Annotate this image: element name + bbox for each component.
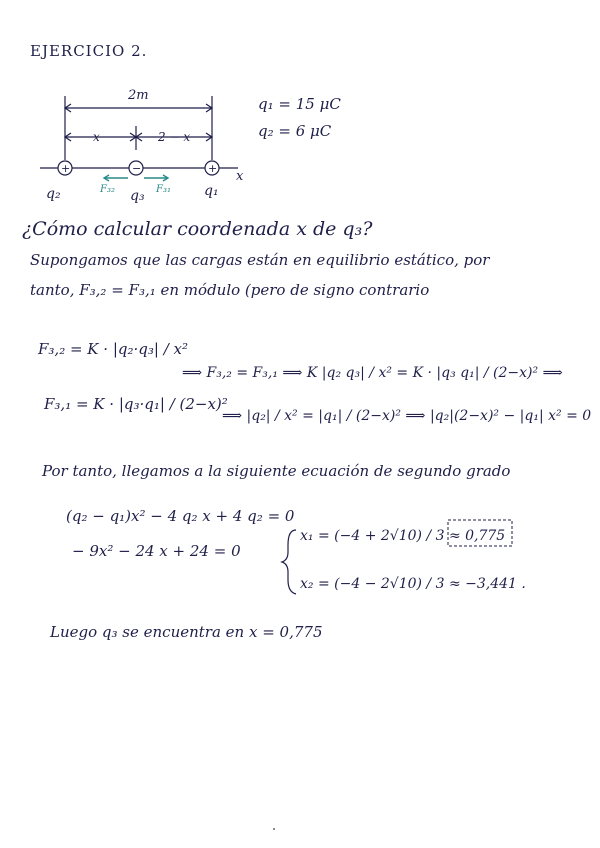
sign-minus: −: [132, 162, 142, 175]
label-q3: q₃: [130, 188, 145, 204]
equation-f32: F₃,₂ = K · |q₂·q₃| / x²: [38, 340, 188, 358]
label-q1: q₁: [204, 183, 219, 199]
solution-x1: x₁ = (−4 + 2√10) / 3 ≈ 0,775: [300, 528, 506, 544]
equation-quadratic-numeric: − 9x² − 24 x + 24 = 0: [72, 542, 241, 560]
equation-implication-1: ⟹ F₃,₂ = F₃,₁ ⟹ K |q₂ q₃| / x² = K · |q₃ q₁| / (2−x)² ⟹: [182, 365, 563, 381]
given-q2: q₂ = 6 μC: [258, 122, 332, 140]
solution-x2: x₂ = (−4 − 2√10) / 3 ≈ −3,441 .: [300, 576, 526, 592]
label-distance-right: 2 − x: [158, 130, 191, 144]
label-total-distance: 2m: [128, 88, 149, 103]
paragraph-line-1: Supongamos que las cargas están en equilibrio estático, por: [30, 251, 490, 269]
paragraph-line-3: Por tanto, llegamos a la siguiente ecuación de segundo grado: [42, 462, 511, 480]
equation-f31: F₃,₁ = K · |q₃·q₁| / (2−x)²: [44, 395, 228, 413]
question-heading: ¿Cómo calcular coordenada x de q₃?: [22, 218, 373, 240]
label-distance-left: x: [93, 130, 100, 144]
equation-quadratic-general: (q₂ − q₁)x² − 4 q₂ x + 4 q₂ = 0: [66, 507, 295, 525]
sign-plus-left: +: [61, 162, 71, 175]
label-x-axis: x: [236, 169, 244, 184]
label-q2: q₂: [46, 186, 61, 202]
page-dot: [273, 828, 275, 830]
equation-implication-2: ⟹ |q₂| / x² = |q₁| / (2−x)² ⟹ |q₂|(2−x)² − |q₁| x² = 0: [222, 408, 592, 424]
exercise-title: EJERCICIO 2.: [30, 42, 148, 60]
label-force-31: F₃₁: [156, 184, 171, 195]
given-q1: q₁ = 15 μC: [258, 95, 341, 113]
label-force-32: F₃₂: [100, 184, 115, 195]
paragraph-line-2: tanto, F₃,₂ = F₃,₁ en módulo (pero de signo contrario: [30, 281, 430, 299]
sign-plus-right: +: [208, 162, 218, 175]
final-answer: Luego q₃ se encuentra en x = 0,775: [50, 623, 323, 641]
